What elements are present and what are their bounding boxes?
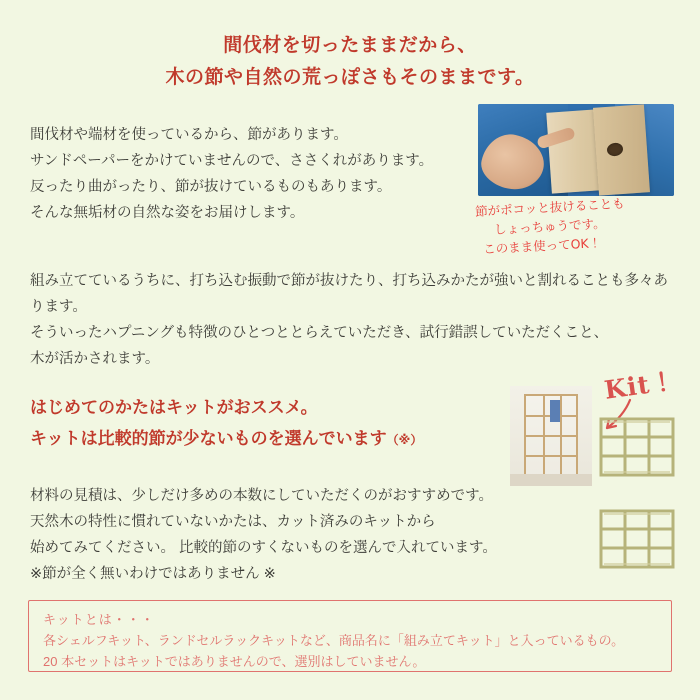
page-headline xyxy=(0,30,700,94)
paragraph1-line-2: サンドペーパーをかけていませんので、ささくれがあります。 xyxy=(30,153,434,169)
note-line-2: 各シェルフキット、ランドセルラックキットなど、商品名に「組み立てキット」と入っているもの。 xyxy=(43,633,625,648)
paragraph1-line-1: 間伐材や端材を使っているから、節があります。 xyxy=(30,127,348,143)
note-line-1: キットとは・・・ xyxy=(43,612,155,627)
paragraph3-line-1: 材料の見積は、少しだけ多めの本数にしていただくのがおすすめです。 xyxy=(30,488,493,504)
shelf-photo-divider-2 xyxy=(560,396,562,474)
shelf-photo-shelf-2 xyxy=(526,435,576,437)
paragraph2-line-1: 組み立てているうちに、打ち込む振動で節が抜けたり、打ち込みかたが強いと割れることも多々あります。 xyxy=(30,273,668,315)
lattice-shelf-graphic-upper xyxy=(598,416,676,478)
headline-line-2: 木の節や自然の荒っぽさもそのままです。 xyxy=(165,67,535,88)
paragraph2-line-3: 木が活かされます。 xyxy=(30,351,160,367)
subheading-note-marker: （※） xyxy=(386,433,423,447)
knot-photo xyxy=(478,104,674,196)
paragraph-assembly-notes xyxy=(30,268,670,372)
subheading-line-2-wrapper xyxy=(30,423,422,456)
caption-line-2: しょっちゅうです。 xyxy=(493,215,606,237)
caption-line-1: 節がポコッと抜けることも xyxy=(474,195,626,219)
shelf-photo-divider-1 xyxy=(543,396,545,474)
lattice-shelf-graphic-lower xyxy=(598,508,676,570)
shelf-photo-blue-item xyxy=(550,400,560,422)
paragraph-kit-recommendation xyxy=(30,483,550,587)
paragraph3-line-4: ※節が全く無いわけではありません ※ xyxy=(30,566,276,582)
paragraph3-line-2: 天然木の特性に慣れていないかたは、カット済みのキットから xyxy=(30,514,436,530)
headline-line-1: 間伐材を切ったままだから、 xyxy=(223,35,477,56)
paragraph1-line-3: 反ったり曲がったり、節が抜けているものもあります。 xyxy=(30,179,392,195)
kit-handwritten-label: Kit！ xyxy=(602,366,678,405)
paragraph2-line-2: そういったハプニングも特徴のひとつととらえていただき、試行錯誤していただくこと、 xyxy=(30,325,609,341)
shelf-photo-shelf-3 xyxy=(526,455,576,457)
kit-definition-note-box xyxy=(28,600,672,672)
photo-handwritten-caption xyxy=(475,190,692,259)
shelf-kit-photo xyxy=(510,386,592,486)
note-line-3: 20 本セットはキットではありませんので、選別はしていません。 xyxy=(43,654,426,669)
subheading-line-2: キットは比較的節が少ないものを選んでいます xyxy=(30,429,387,448)
subheading-line-1: はじめてのかたはキットがおススメ。 xyxy=(30,398,318,417)
paragraph3-line-3: 始めてみてください。 比較的節のすくないものを選んで入れています。 xyxy=(30,540,497,556)
paragraph1-line-4: そんな無垢材の自然な姿をお届けします。 xyxy=(30,205,305,221)
paragraph-material-description xyxy=(30,122,460,226)
caption-line-3: このまま使ってOK！ xyxy=(482,235,602,257)
section-subheading xyxy=(30,392,422,456)
